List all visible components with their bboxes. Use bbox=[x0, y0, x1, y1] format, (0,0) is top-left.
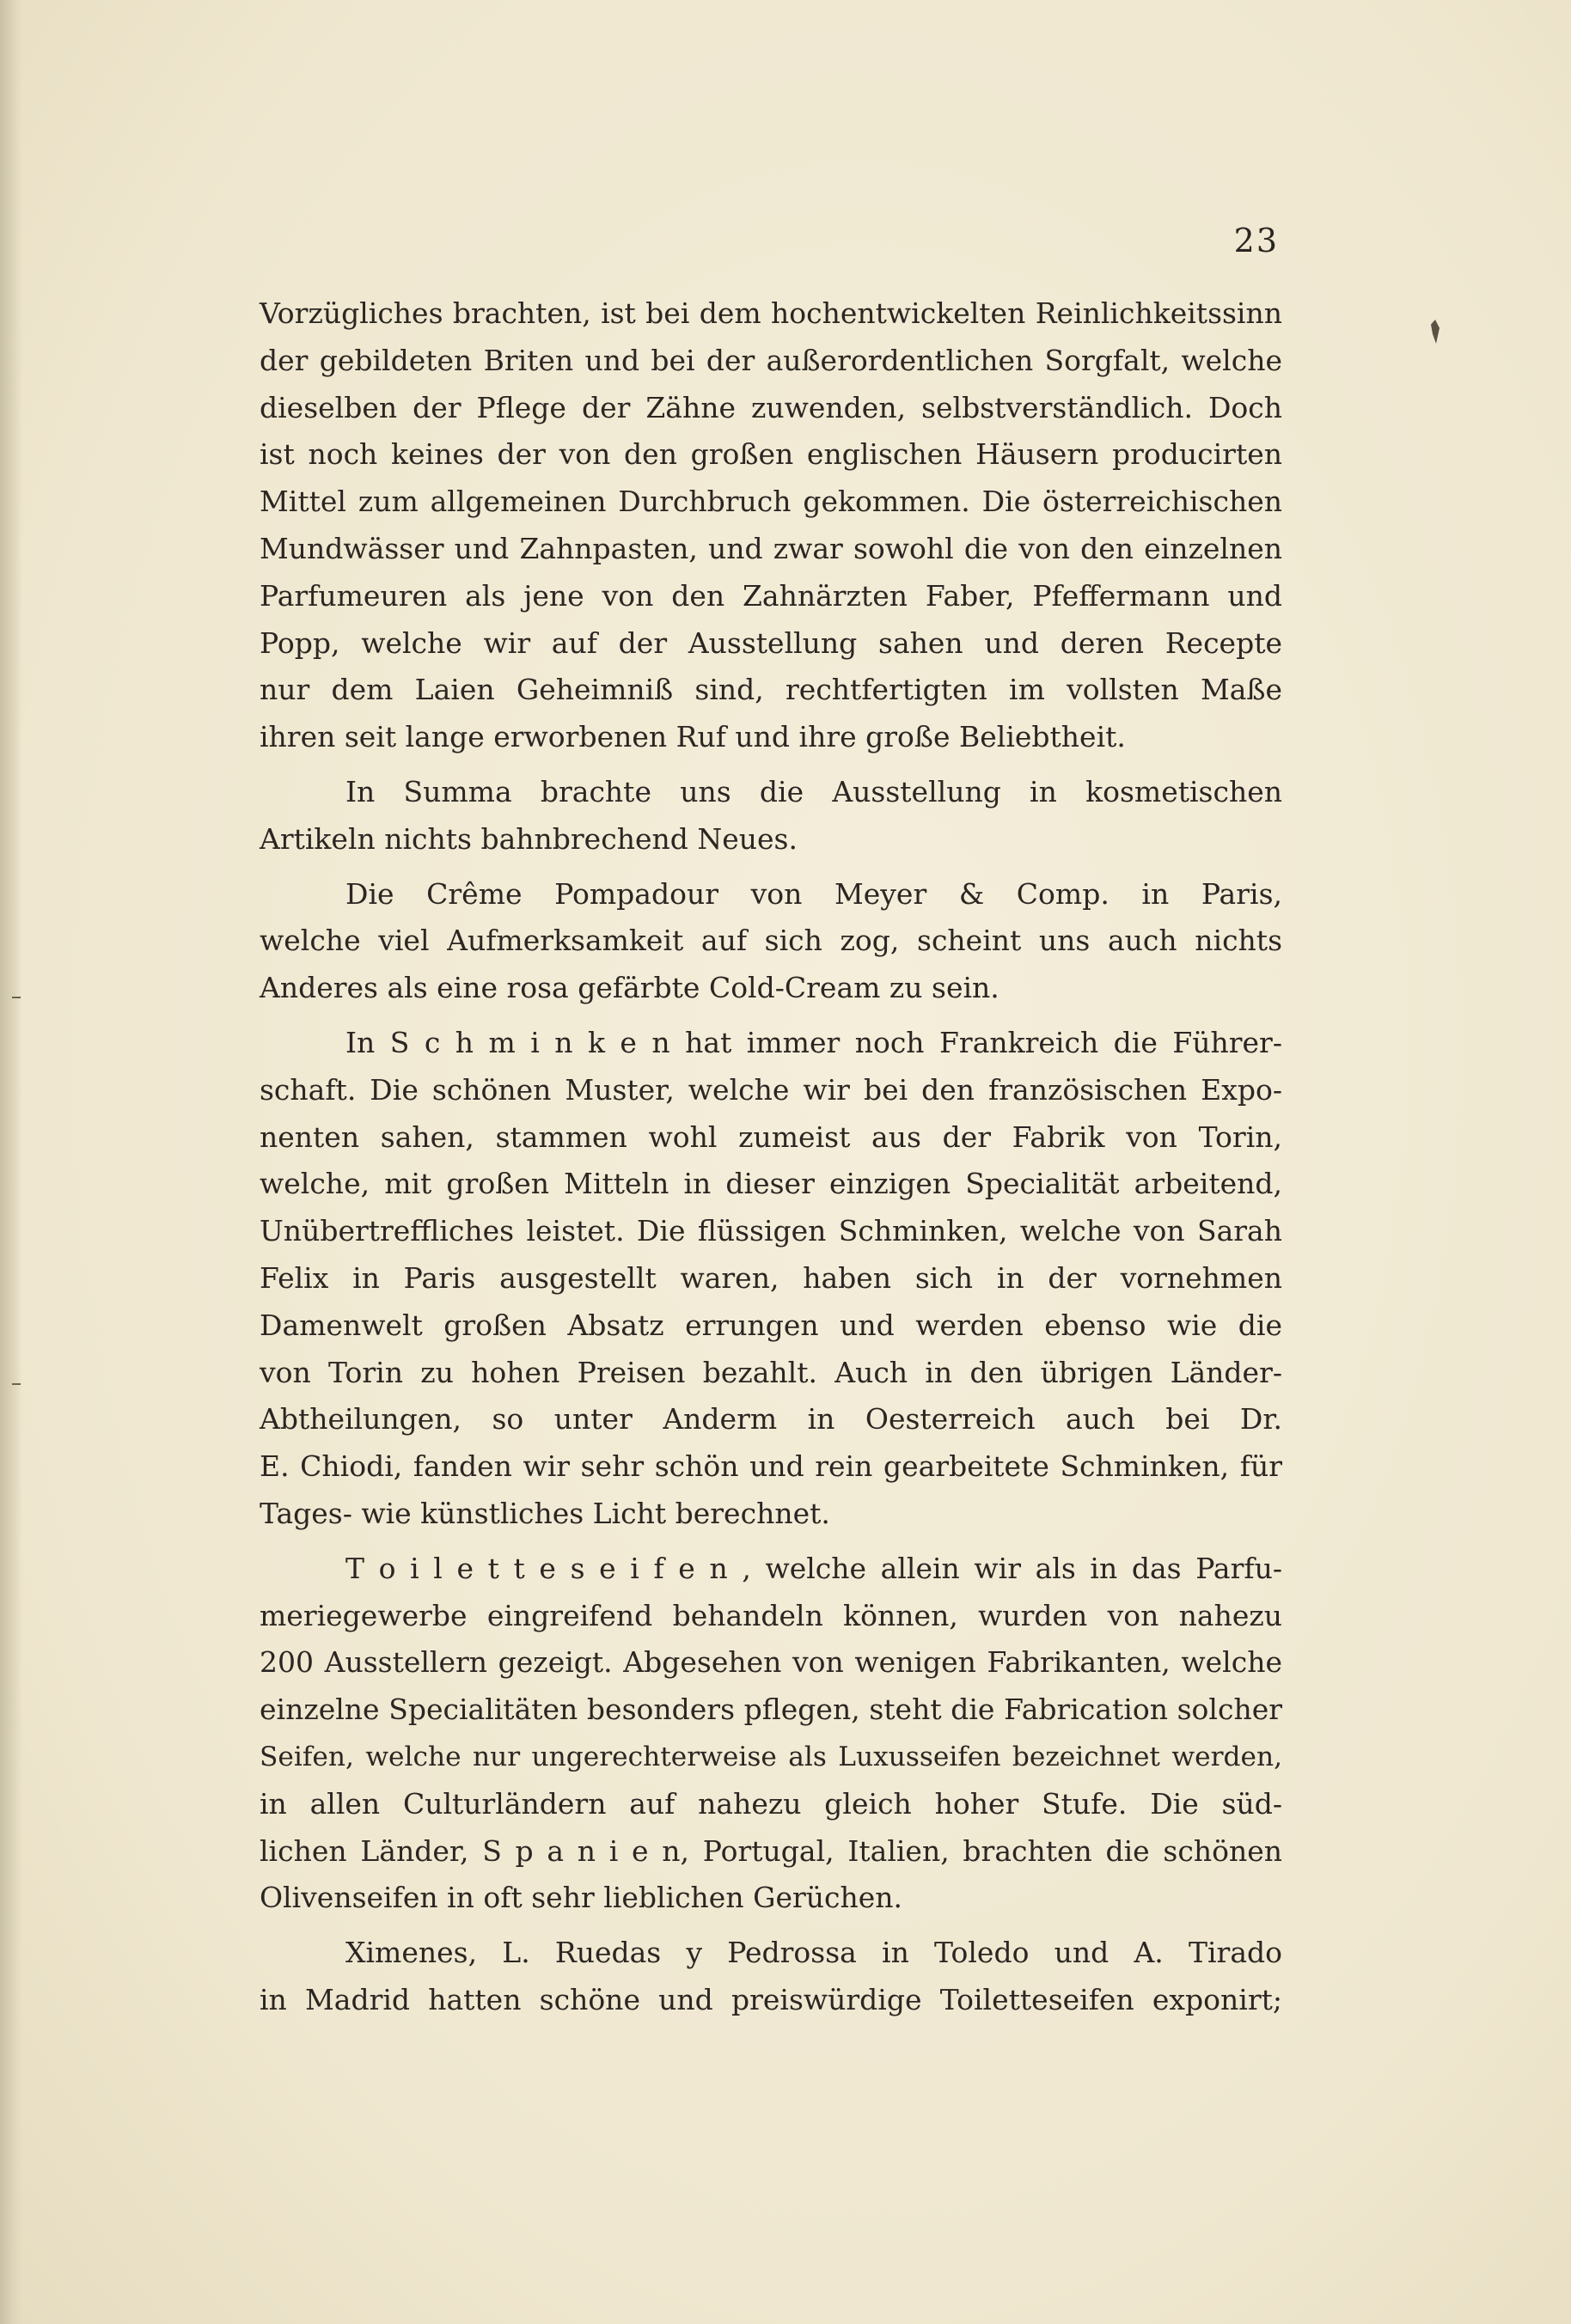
body-text bbox=[260, 290, 1282, 2024]
text-line: welche, mit großen Mitteln in dieser einzigen Specialität arbeitend, bbox=[260, 1167, 1282, 1201]
margin-ink-mark bbox=[1431, 320, 1440, 344]
text-line: lichen Länder, S p a n i e n, Portugal, Italien, brachten die schönen bbox=[260, 1833, 1282, 1868]
text-line: In Summa brachte uns die Ausstellung in kosmetischen bbox=[345, 774, 1282, 808]
text-line: in Madrid hatten schöne und preiswürdige Toiletteseifen exponirt; bbox=[260, 1982, 1282, 2016]
text-line: 200 Ausstellern gezeigt. Abgesehen von wenigen Fabrikanten, welche bbox=[260, 1645, 1282, 1680]
text-line: welche viel Aufmerksamkeit auf sich zog, scheint uns auch nichts bbox=[260, 924, 1282, 958]
edge-mark bbox=[12, 1383, 21, 1385]
text-line: ihren seit lange erworbenen Ruf und ihre große Beliebtheit. bbox=[260, 720, 1126, 754]
text-line: Anderes als eine rosa gefärbte Cold-Cream zu sein. bbox=[260, 971, 999, 1005]
paragraph bbox=[260, 769, 1282, 863]
paragraph bbox=[260, 1020, 1282, 1538]
text-line: meriegewerbe eingreifend behandeln können, wurden von nahezu bbox=[260, 1598, 1282, 1632]
text-line: E. Chiodi, fanden wir sehr schön und rein gearbeitete Schminken, für bbox=[260, 1449, 1282, 1484]
text-line: Felix in Paris ausgestellt waren, haben sich in der vornehmen bbox=[260, 1260, 1282, 1295]
text-line: ist noch keines der von den großen englischen Häusern producirten bbox=[260, 437, 1282, 472]
page-gutter bbox=[0, 0, 22, 2324]
text-line: Abtheilungen, so unter Anderm in Oesterreich auch bei Dr. bbox=[260, 1402, 1282, 1436]
text-line: Ximenes, L. Ruedas y Pedrossa in Toledo und A. Tirado bbox=[345, 1936, 1282, 1970]
text-line: Olivenseifen in oft sehr lieblichen Gerüchen. bbox=[260, 1881, 903, 1915]
text-line: nur dem Laien Geheimniß sind, rechtfertigten im vollsten Maße bbox=[260, 673, 1282, 707]
text-line: Unübertreffliches leistet. Die flüssigen Schminken, welche von Sarah bbox=[260, 1214, 1282, 1248]
text-line: Popp, welche wir auf der Ausstellung sahen und deren Recepte bbox=[260, 625, 1282, 660]
page-number: 23 bbox=[1233, 222, 1279, 259]
text-line: von Torin zu hohen Preisen bezahlt. Auch in den übrigen Länder- bbox=[260, 1355, 1282, 1389]
text-line: Tages- wie künstliches Licht berechnet. bbox=[260, 1496, 830, 1530]
edge-mark bbox=[12, 997, 21, 998]
text-line: in allen Culturländern auf nahezu gleich hoher Stufe. Die süd- bbox=[260, 1786, 1282, 1821]
text-line: nenten sahen, stammen wohl zumeist aus der Fabrik von Torin, bbox=[260, 1119, 1282, 1154]
text-line: T o i l e t t e s e i f e n , welche allein wir als in das Parfu- bbox=[345, 1551, 1282, 1585]
text-line: Vorzügliches brachten, ist bei dem hochentwickelten Reinlichkeitssinn bbox=[260, 296, 1282, 330]
text-line: Mundwässer und Zahnpasten, und zwar sowohl die von den einzelnen bbox=[260, 531, 1282, 565]
paragraph bbox=[260, 1930, 1282, 2024]
text-line: Die Crême Pompadour von Meyer & Comp. in Paris, bbox=[345, 876, 1282, 911]
text-line: dieselben der Pflege der Zähne zuwenden, selbstverständlich. Doch bbox=[260, 390, 1282, 424]
text-line: In S c h m i n k e n hat immer noch Frankreich die Führer- bbox=[345, 1025, 1282, 1059]
text-line: einzelne Specialitäten besonders pflegen, steht die Fabrication solcher bbox=[260, 1693, 1282, 1727]
paragraph bbox=[260, 871, 1282, 1012]
text-line: Mittel zum allgemeinen Durchbruch gekommen. Die österreichischen bbox=[260, 485, 1282, 519]
text-line: Damenwelt großen Absatz errungen und werden ebenso wie die bbox=[260, 1308, 1282, 1342]
text-line: schaft. Die schönen Muster, welche wir bei den französischen Expo- bbox=[260, 1072, 1282, 1107]
paragraph bbox=[260, 1546, 1282, 1922]
text-line: Artikeln nichts bahnbrechend Neues. bbox=[260, 821, 798, 856]
text-line: Parfumeuren als jene von den Zahnärzten Faber, Pfeffermann und bbox=[260, 578, 1282, 613]
text-line: Seifen, welche nur ungerechterweise als Luxusseifen bezeichnet werden, bbox=[260, 1741, 1282, 1772]
text-line: der gebildeten Briten und bei der außerordentlichen Sorgfalt, welche bbox=[260, 343, 1282, 377]
paragraph bbox=[260, 290, 1282, 761]
